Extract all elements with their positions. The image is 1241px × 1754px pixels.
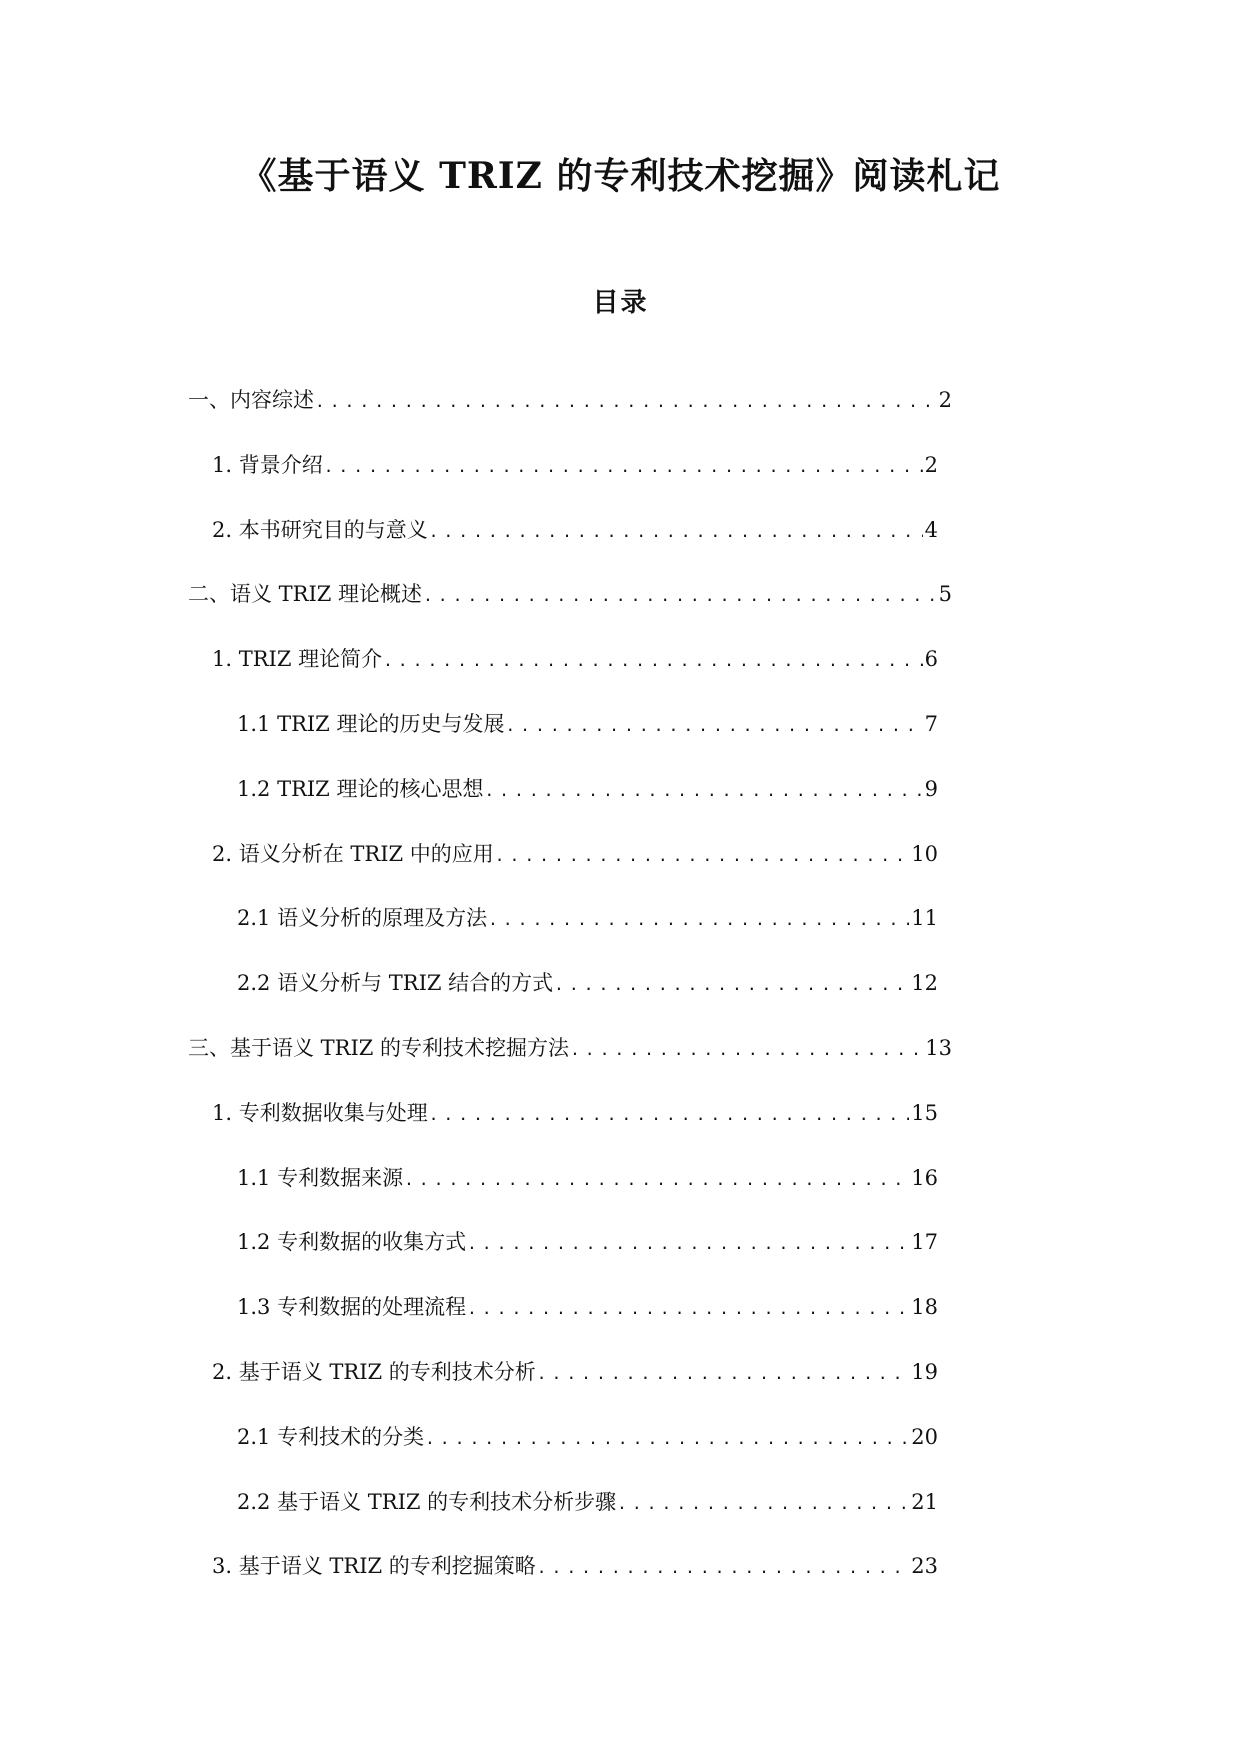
toc-entry-label: 1.2 TRIZ 理论的核心思想 xyxy=(237,777,484,801)
toc-entry[interactable] xyxy=(237,968,938,998)
toc-dot-leader xyxy=(315,387,937,415)
toc-page-number: 12 xyxy=(911,971,938,995)
toc-page-number: 21 xyxy=(911,1490,938,1514)
toc-entry-label: 2.1 语义分析的原理及方法 xyxy=(237,906,488,930)
toc-entry[interactable] xyxy=(212,1551,938,1581)
toc-entry-label: 2.2 基于语义 TRIZ 的专利技术分析步骤 xyxy=(237,1490,617,1514)
toc-entry-label: 2. 语义分析在 TRIZ 中的应用 xyxy=(212,842,494,866)
toc-entry-label: 1. 背景介绍 xyxy=(212,453,323,477)
toc-dot-leader xyxy=(467,1294,909,1322)
toc-entry[interactable] xyxy=(237,903,938,933)
document-title: 《基于语义 TRIZ 的专利技术挖掘》阅读札记 xyxy=(240,155,1001,197)
toc-dot-leader xyxy=(383,646,923,674)
toc-page-number: 15 xyxy=(911,1101,938,1125)
toc-entry[interactable] xyxy=(188,385,952,415)
toc-entry[interactable] xyxy=(212,1098,938,1128)
toc-page-number: 13 xyxy=(925,1036,952,1060)
toc-dot-leader xyxy=(554,970,909,998)
toc-entry-label: 一、内容综述 xyxy=(188,388,314,412)
toc-entry[interactable] xyxy=(212,644,938,674)
toc-dot-leader xyxy=(570,1035,923,1063)
toc-dot-leader xyxy=(488,905,909,933)
toc-entry-label: 2.2 语义分析与 TRIZ 结合的方式 xyxy=(237,971,554,995)
toc-entry-label: 1. TRIZ 理论简介 xyxy=(212,647,383,671)
toc-page-number: 16 xyxy=(911,1166,938,1190)
toc-entry[interactable] xyxy=(237,1487,938,1517)
toc-entry-label: 3. 基于语义 TRIZ 的专利挖掘策略 xyxy=(212,1554,536,1578)
toc-page-number: 10 xyxy=(911,842,938,866)
toc-dot-leader xyxy=(617,1489,909,1517)
toc-entry-label: 2.1 专利技术的分类 xyxy=(237,1425,425,1449)
toc-entry[interactable] xyxy=(188,579,952,609)
toc-entry[interactable] xyxy=(212,450,938,480)
toc-page-number: 9 xyxy=(924,777,938,801)
toc-dot-leader xyxy=(429,1100,910,1128)
toc-entry[interactable] xyxy=(212,839,938,869)
toc-entry[interactable] xyxy=(188,1033,952,1063)
toc-entry[interactable] xyxy=(237,1163,938,1193)
toc-heading: 目录 xyxy=(592,288,649,318)
toc-entry-label: 1.3 专利数据的处理流程 xyxy=(237,1295,467,1319)
toc-entry-label: 1. 专利数据收集与处理 xyxy=(212,1101,428,1125)
toc-entry-label: 三、基于语义 TRIZ 的专利技术挖掘方法 xyxy=(188,1036,570,1060)
toc-page-number: 18 xyxy=(911,1295,938,1319)
toc-entry[interactable] xyxy=(237,774,938,804)
toc-dot-leader xyxy=(467,1229,909,1257)
toc-dot-leader xyxy=(429,517,923,545)
toc-page-number: 2 xyxy=(938,388,952,412)
toc-entry-label: 2. 基于语义 TRIZ 的专利技术分析 xyxy=(212,1360,536,1384)
toc-dot-leader xyxy=(425,1424,909,1452)
toc-page-number: 17 xyxy=(911,1230,938,1254)
toc-entry[interactable] xyxy=(237,709,938,739)
toc-page-number: 5 xyxy=(938,582,952,606)
toc-dot-leader xyxy=(484,776,922,804)
toc-dot-leader xyxy=(404,1165,909,1193)
toc-page-number: 4 xyxy=(924,518,938,542)
toc-page-number: 23 xyxy=(911,1554,938,1578)
toc-entry-label: 1.2 专利数据的收集方式 xyxy=(237,1230,467,1254)
toc-page-number: 20 xyxy=(911,1425,938,1449)
toc-page-number: 7 xyxy=(924,712,938,736)
toc-page-number: 6 xyxy=(924,647,938,671)
toc-page-number: 19 xyxy=(911,1360,938,1384)
toc-entry[interactable] xyxy=(237,1292,938,1322)
toc-dot-leader xyxy=(537,1359,909,1387)
toc-entry[interactable] xyxy=(212,515,938,545)
toc-dot-leader xyxy=(505,711,922,739)
toc-dot-leader xyxy=(324,452,923,480)
toc-dot-leader xyxy=(423,581,937,609)
toc-dot-leader xyxy=(537,1553,909,1581)
toc-dot-leader xyxy=(495,841,909,869)
toc-entry[interactable] xyxy=(237,1227,938,1257)
toc-entry-label: 二、语义 TRIZ 理论概述 xyxy=(188,582,423,606)
toc-entry-label: 2. 本书研究目的与意义 xyxy=(212,518,428,542)
toc-entry-label: 1.1 专利数据来源 xyxy=(237,1166,404,1190)
toc-page-number: 2 xyxy=(924,453,938,477)
toc-page-number: 11 xyxy=(911,906,938,930)
toc-entry-label: 1.1 TRIZ 理论的历史与发展 xyxy=(237,712,505,736)
toc-entry[interactable] xyxy=(237,1422,938,1452)
toc-entry[interactable] xyxy=(212,1357,938,1387)
